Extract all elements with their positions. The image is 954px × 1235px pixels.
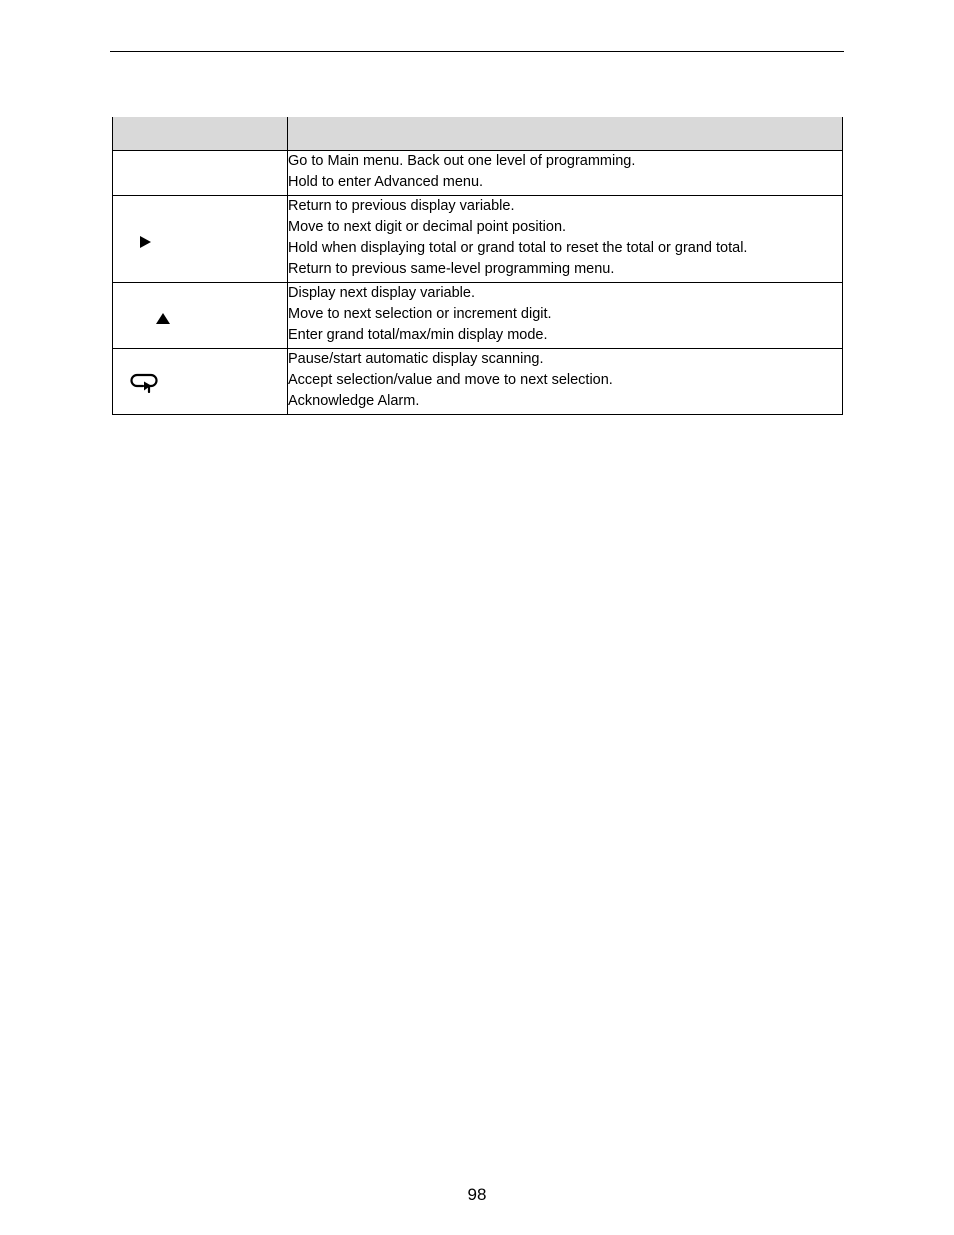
description-line: Display next display variable. [288,285,475,301]
description-cell-right [288,196,843,283]
table-header-row [113,117,843,151]
description-line: Return to previous display variable. [288,198,515,214]
table-row-enter [113,349,843,415]
description-line: Move to next digit or decimal point position. [288,219,567,235]
description-line: Hold to enter Advanced menu. [288,174,484,190]
key-cell-up [113,283,288,349]
description-cell-menu [288,151,843,196]
key-cell-menu [113,151,288,196]
key-cell-enter [113,349,288,415]
description-line: Return to previous same-level programming menu. [288,261,615,277]
table-row-up [113,283,843,349]
header-rule [110,51,844,52]
page-number: 98 [467,1185,487,1204]
header-description-cell [288,117,843,151]
description-line: Go to Main menu. Back out one level of programming. [288,153,636,169]
enter-return-icon [129,371,159,393]
button-function-table [112,117,843,415]
up-arrow-icon [156,313,170,324]
description-line: Accept selection/value and move to next selection. [288,372,613,388]
right-arrow-icon [140,236,151,248]
description-line: Hold when displaying total or grand total to reset the total or grand total. [288,240,748,256]
description-cell-enter [288,349,843,415]
description-line: Enter grand total/max/min display mode. [288,327,548,343]
table-row-right [113,196,843,283]
description-line: Pause/start automatic display scanning. [288,351,544,367]
description-line: Move to next selection or increment digit. [288,306,552,322]
description-cell-up [288,283,843,349]
key-cell-right [113,196,288,283]
table-row-menu [113,151,843,196]
description-line: Acknowledge Alarm. [288,393,420,409]
header-key-cell [113,117,288,151]
